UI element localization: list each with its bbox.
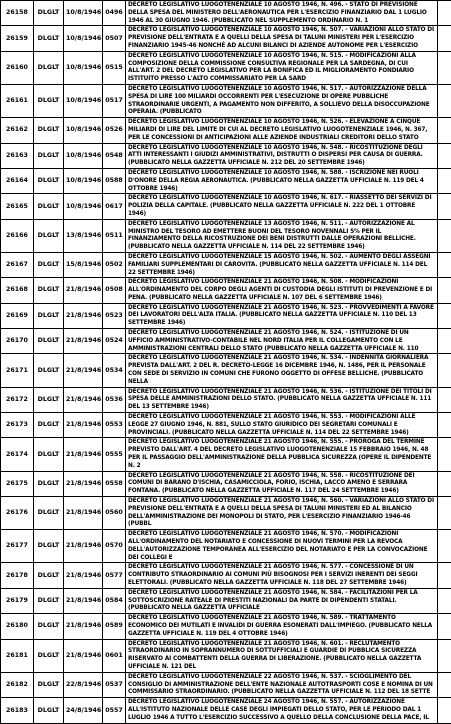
- empty-cell: [438, 438, 451, 471]
- table-row: [1, 413, 451, 438]
- empty-cell: [438, 672, 451, 697]
- act-date: 15/8/1946: [64, 252, 103, 277]
- act-number: 0560: [103, 497, 126, 530]
- act-number: 0548: [103, 143, 126, 168]
- record-number: 26158: [1, 1, 34, 26]
- act-date: 13/8/1946: [64, 219, 103, 252]
- act-date: 10/8/1946: [64, 118, 103, 143]
- act-date: 10/8/1946: [64, 168, 103, 193]
- table-row: [1, 497, 451, 530]
- act-date: 10/8/1946: [64, 1, 103, 26]
- act-type: DLGLT: [34, 219, 64, 252]
- empty-cell: [438, 329, 451, 354]
- act-type: DLGLT: [34, 51, 64, 84]
- record-number: 26175: [1, 471, 34, 496]
- table-row: [1, 1, 451, 26]
- empty-cell: [438, 168, 451, 193]
- act-type: DLGLT: [34, 387, 64, 412]
- table-row: [1, 278, 451, 303]
- empty-cell: [438, 1, 451, 26]
- act-description: DECRETO LEGISLATIVO LUOGOTENENZIALE 21 AGOSTO 1946, N. 601. - RECLUTAMENTO STRAORDINARIO IN SOPRANNUMERO DI SOTTUFFICIALI E GUARDIE DI PUBBLICA SICUREZZA RISERVATO AI COMBATTENTI DELLA GUERRA DI LIBERAZIONE. (PUBBLICATO NELLA GAZZETTA UFFICIALE N. 121 DEL: [126, 639, 438, 672]
- act-date: 21/8/1946: [64, 530, 103, 563]
- act-type: DLGLT: [34, 26, 64, 51]
- act-description: DECRETO LEGISLATIVO LUOGOTENENZIALE 21 AGOSTO 1946, N. 589. - TRATTAMENTO ECONOMICO DEI MUTILATI E INVALIDI DI GUERRA ESONERATI DALL'IMPIEGO. (PUBBLICATO NELLA GAZZETTA UFFICIALE N. 119 DEL 4 OTTOBRE 1946): [126, 614, 438, 639]
- act-description: DECRETO LEGISLATIVO LUOGOTENENZIALE 21 AGOSTO 1946, N. 558. - RICOSTITUZIONE DEI COMUNI DI BARANO D'ISCHIA, CASAMICCIOLA, FORIO, ISCHIA, LACCO AMENO E SERRARA FONTANA. (PUBBLICATO NELLA GAZZETTA UFFICIALE N. 117 DEL 24 SETTEMBRE 1946): [126, 471, 438, 496]
- act-description: DECRETO LEGISLATIVO LUOGOTENENZIALE 21 AGOSTO 1946, N. 560. - VARIAZIONI ALLO STATO DI PREVISIONE DELL'ENTRATA E A QUELLI DELLA SPESA DI TALUNI MINISTERI ED AL BILANCIO DELL'AMMINISTRAZIONE DEI MONOPOLI DI STATO, PER L'ESERCIZIO FINANZIARIO 1946-46 (PUBBL: [126, 497, 438, 530]
- table-row: [1, 194, 451, 219]
- act-type: DLGLT: [34, 303, 64, 328]
- act-date: 21/8/1946: [64, 354, 103, 387]
- act-number: 0537: [103, 672, 126, 697]
- record-number: 26180: [1, 614, 34, 639]
- act-description: DECRETO LEGISLATIVO LUOGOTENENZIALE 10 AGOSTO 1946, N. 517. - AUTORIZZAZIONE DELLA SPESA DI LIRE 100 MILIARDI OCCORRENTI PER L'ESECUZIONE DI OPERE PUBBLICHE STRAORDINARIE URGENTI, A PAGAMENTO NON DIFFERITO, A SOLLIEVO DELLA DISOCCUPAZIONE OPERAIA. (PUBBLICATO: [126, 84, 438, 117]
- act-type: DLGLT: [34, 194, 64, 219]
- empty-cell: [438, 354, 451, 387]
- table-row: [1, 438, 451, 471]
- table-row: [1, 698, 451, 724]
- table-row: [1, 252, 451, 277]
- table-row: [1, 354, 451, 387]
- act-date: 10/8/1946: [64, 84, 103, 117]
- act-description: DECRETO LEGISLATIVO LUOGOTENENZIALE 13 AGOSTO 1946, N. 511. - AUTORIZZAZIONE AL MINISTRO DEL TESORO AD EMETTERE BUONI DEL TESORO NOVENNALI 5% PER IL FINANZIAMENTO DELLA RICOSTRUZIONE DEI BENI DISTRUTTI DALLE OPERAZIONI BELLICHE. (PUBBLICATO NELLA GAZZETTA UFFICIALE N. 114 DEL 22 SETTEMBRE 1946): [126, 219, 438, 252]
- act-description: DECRETO LEGISLATIVO LUOGOTENENZIALE 10 AGOSTO 1946, N. 507. - VARIAZIONI ALLO STATO DI PREVISIONE DELL'ENTRATA E A QUELLI DELLA SPESA DI TALUNI MINISTERI PER L'ESERCIZIO FINANZIARIO 1945-46 NONCHÉ AD ALCUNI BILANCI DI AZIENDE AUTONOME PER L'ESERCIZIO: [126, 26, 438, 51]
- act-description: DECRETO LEGISLATIVO LUOGOTENENZIALE 15 AGOSTO 1946, N. 502. - AUMENTO DEGLI ASSEGNI FAMILIARI SUPPLEMENTARI DI CAROVITA. (PUBBLICATO NELLA GAZZETTA UFFICIALE N. 114 DEL 22 SETTEMBRE 1946): [126, 252, 438, 277]
- act-description: DECRETO LEGISLATIVO LUOGOTENENZIALE 21 AGOSTO 1946, N. 555. - PROROGA DEL TERMINE PREVISTO DALL'ART. 4 DEL DECRETO LEGISLATIVO LUOGOTENENZIALE 15 FEBBRAIO 1946, N. 48 PER IL PASSAGGIO DELL'AMMINISTRAZIONE DELLA PUBBLICA SICUREZZA (OPERE IL DIPENDENTE N. 2: [126, 438, 438, 471]
- act-type: DLGLT: [34, 614, 64, 639]
- record-number: 26162: [1, 118, 34, 143]
- act-description: DECRETO LEGISLATIVO LUOGOTENENZIALE 21 AGOSTO 1946, N. 534. - INDENNITÀ GIORNALIERA PREVISTA DALL'ART. 2 DEL R. DECRETO-LEGGE 16 DICEMBRE 1946, N. 1486, PER IL PERSONALE CON SEDE DI SERVIZIO IN COMUNI CHE FURONO OGGETTO DI OFFESE BELLICHE. (PUBBLICATO NELLA: [126, 354, 438, 387]
- table-row: [1, 329, 451, 354]
- table-row: [1, 588, 451, 613]
- act-type: DLGLT: [34, 672, 64, 697]
- table-row: [1, 471, 451, 496]
- act-type: DLGLT: [34, 588, 64, 613]
- act-date: 24/8/1946: [64, 698, 103, 724]
- act-description: DECRETO LEGISLATIVO LUOGOTENENZIALE 10 AGOSTO 1946, N. 515. - MODIFICAZIONI ALLA COMPOSIZIONE DELLA COMMISSIONE CONSULTIVA REGIONALE PER LA SARDEGNA, DI CUI ALL'ART. 2 DEL DECRETO LEGISLATIVO PER LA BONIFICA ED IL MIGLIORAMENTO FONDIARIO ISTITUITO PRESSO L'ALTO COMMISSARIATO PER LA SARD: [126, 51, 438, 84]
- table-row: [1, 303, 451, 328]
- empty-cell: [438, 219, 451, 252]
- act-date: 21/8/1946: [64, 497, 103, 530]
- record-number: 26182: [1, 672, 34, 697]
- act-date: 21/8/1946: [64, 303, 103, 328]
- table-row: [1, 387, 451, 412]
- table-row: [1, 672, 451, 697]
- act-number: 0617: [103, 194, 126, 219]
- empty-cell: [438, 194, 451, 219]
- table-row: [1, 26, 451, 51]
- act-date: 21/8/1946: [64, 588, 103, 613]
- act-date: 21/8/1946: [64, 413, 103, 438]
- empty-cell: [438, 278, 451, 303]
- act-description: DECRETO LEGISLATIVO LUOGOTENENZIALE 24 AGOSTO 1946, N. 557. - AUTORIZZAZIONE ALL'ISTITUTO NAZIONALE DELLE CASE DEGLI IMPIEGATI DELLO STATO, PER LE PERIODO DAL 1 LUGLIO 1946 A TUTTO L'ESERCIZIO SUCCESSIVO A QUELLO DELLA CONCLUSIONE DELLA PACE, IL: [126, 698, 438, 724]
- record-number: 26169: [1, 303, 34, 328]
- empty-cell: [438, 530, 451, 563]
- record-number: 26159: [1, 26, 34, 51]
- act-description: DECRETO LEGISLATIVO LUOGOTENENZIALE 21 AGOSTO 1946, N. 524. - ISTITUZIONE DI UN UFFICIO AMMINISTRATIVO-CONTABILE NEL NORD ITALIA PER IL COLLEGAMENTO CON LE AMMINISTRAZIONI CENTRALI DELLO STATO (PUBBLICATO NELLA GAZZETTA UFFICIALE N. 110: [126, 329, 438, 354]
- act-number: 0534: [103, 354, 126, 387]
- act-date: 10/8/1946: [64, 194, 103, 219]
- table-row: [1, 614, 451, 639]
- record-number: 26181: [1, 639, 34, 672]
- act-number: 0507: [103, 26, 126, 51]
- empty-cell: [438, 614, 451, 639]
- record-number: 26161: [1, 84, 34, 117]
- act-number: 0584: [103, 588, 126, 613]
- table-row: [1, 51, 451, 84]
- act-number: 0526: [103, 118, 126, 143]
- act-date: 21/8/1946: [64, 329, 103, 354]
- act-number: 0496: [103, 1, 126, 26]
- record-number: 26165: [1, 194, 34, 219]
- act-description: DECRETO LEGISLATIVO LUOGOTENENZIALE 10 AGOSTO 1946, N. 548. - RICOSTITUZIONE DEGLI ATTI INTERESSANTI I GIUDIZI AMMINISTRATIVI, DISTRUTTI O DISPERSI PER CAUSA DI GUERRA. (PUBBLICATO NELLA GAZZETTA UFFICIALE N. 212 DEL 20 SETTEMBRE 1946): [126, 143, 438, 168]
- record-number: 26166: [1, 219, 34, 252]
- act-number: 0577: [103, 563, 126, 588]
- act-date: 21/8/1946: [64, 471, 103, 496]
- empty-cell: [438, 303, 451, 328]
- act-number: 0570: [103, 530, 126, 563]
- record-number: 26172: [1, 387, 34, 412]
- act-type: DLGLT: [34, 278, 64, 303]
- act-type: DLGLT: [34, 698, 64, 724]
- act-date: 10/8/1946: [64, 26, 103, 51]
- act-description: DECRETO LEGISLATIVO LUOGOTENENZIALE 10 AGOSTO 1946, N. 496. - STATO DI PREVISIONE DELLA SPESA DEL MINISTERO DELL'AERONAUTICA PER L'ESERCIZIO FINANZIARIO DAL 1 LUGLIO 1946 AL 30 GIUGNO 1946. (PUBBLICATO NEL SUPPLEMENTO ORDINARIO N. 1: [126, 1, 438, 26]
- record-number: 26178: [1, 563, 34, 588]
- act-number: 0524: [103, 329, 126, 354]
- act-date: 21/8/1946: [64, 387, 103, 412]
- act-type: DLGLT: [34, 354, 64, 387]
- empty-cell: [438, 471, 451, 496]
- empty-cell: [438, 497, 451, 530]
- act-number: 0553: [103, 413, 126, 438]
- table-row: [1, 143, 451, 168]
- act-date: 21/8/1946: [64, 563, 103, 588]
- act-type: DLGLT: [34, 639, 64, 672]
- empty-cell: [438, 639, 451, 672]
- act-type: DLGLT: [34, 471, 64, 496]
- act-number: 0601: [103, 639, 126, 672]
- act-number: 0502: [103, 252, 126, 277]
- act-type: DLGLT: [34, 168, 64, 193]
- empty-cell: [438, 413, 451, 438]
- act-type: DLGLT: [34, 563, 64, 588]
- act-description: DECRETO LEGISLATIVO LUOGOTENENZIALE 10 AGOSTO 1946, N. 588. - ISCRIZIONE NEI RUOLI D'ONORE DELLA REGIA AERONAUTICA. (PUBBLICATO NELLA GAZZETTA UFFICIALE N. 119 DEL 4 OTTOBRE 1946): [126, 168, 438, 193]
- record-number: 26164: [1, 168, 34, 193]
- act-date: 22/8/1946: [64, 672, 103, 697]
- empty-cell: [438, 563, 451, 588]
- table-row: [1, 219, 451, 252]
- act-description: DECRETO LEGISLATIVO LUOGOTENENZIALE 21 AGOSTO 1946, N. 523. - PROVVEDIMENTI A FAVORE DEI LAVORATORI DELL'ALTA ITALIA. (PUBBLICATO NELLA GAZZETTA UFFICIALE N. 110 DEL 13 SETTEMBRE 1946): [126, 303, 438, 328]
- act-date: 21/8/1946: [64, 278, 103, 303]
- act-type: DLGLT: [34, 143, 64, 168]
- act-number: 0508: [103, 278, 126, 303]
- record-number: 26177: [1, 530, 34, 563]
- act-number: 0515: [103, 51, 126, 84]
- act-number: 0523: [103, 303, 126, 328]
- act-type: DLGLT: [34, 118, 64, 143]
- empty-cell: [438, 387, 451, 412]
- empty-cell: [438, 252, 451, 277]
- act-date: 21/8/1946: [64, 438, 103, 471]
- act-date: 10/8/1946: [64, 143, 103, 168]
- record-number: 26174: [1, 438, 34, 471]
- act-description: DECRETO LEGISLATIVO LUOGOTENENZIALE 10 AGOSTO 1946, N. 526. - ELEVAZIONE A CINQUE MILIARDI DI LIRE DEL LIMITE DI CUI AL DECRETO LEGISLATIVO LUOGOTENENZIALE 1946, N. 367, PER LE CONCESSIONI DI ANTICIPAZIONI ALLE AZIENDE INDUSTRIALI CREDITORI DELLO STATO: [126, 118, 438, 143]
- act-description: DECRETO LEGISLATIVO LUOGOTENENZIALE 21 AGOSTO 1946, N. 536. - ISTITUZIONE DEI TITOLI DI SPESA DELLE AMMINISTRAZIONI DELLO STATO. (PUBBLICATO NELLA GAZZETTA UFFICIALE N. 111 DEL 13 SETTEMBRE 1946): [126, 387, 438, 412]
- empty-cell: [438, 26, 451, 51]
- act-description: DECRETO LEGISLATIVO LUOGOTENENZIALE 21 AGOSTO 1946, N. 553. - MODIFICAZIONI ALLE LEGGE 27 GIUGNO 1946, N. 881, SULLO STATO GIURIDICO DEI SEGRETARI COMUNALI E PROVINCIALI. (PUBBLICATO NELLA GAZZETTA UFFICIALE N. 114 DEL 22 SETTEMBRE 1946): [126, 413, 438, 438]
- act-number: 0558: [103, 471, 126, 496]
- table-row: [1, 118, 451, 143]
- table-row: [1, 563, 451, 588]
- act-type: DLGLT: [34, 438, 64, 471]
- act-type: DLGLT: [34, 530, 64, 563]
- record-number: 26160: [1, 51, 34, 84]
- act-type: DLGLT: [34, 84, 64, 117]
- table-row: [1, 530, 451, 563]
- table-row: [1, 84, 451, 117]
- act-number: 0517: [103, 84, 126, 117]
- act-number: 0589: [103, 614, 126, 639]
- record-number: 26170: [1, 329, 34, 354]
- act-type: DLGLT: [34, 329, 64, 354]
- empty-cell: [438, 51, 451, 84]
- table-row: [1, 639, 451, 672]
- act-description: DECRETO LEGISLATIVO LUOGOTENENZIALE 10 AGOSTO 1946, N. 617. - RIASSETTO DEI SERVIZI DI POLIZIA DELLA CAPITALE. (PUBBLICATO NELLA GAZZETTA UFFICIALE N. 222 DEL 1 OTTOBRE 1946): [126, 194, 438, 219]
- act-date: 21/8/1946: [64, 639, 103, 672]
- record-number: 26173: [1, 413, 34, 438]
- act-number: 0555: [103, 438, 126, 471]
- record-number: 26167: [1, 252, 34, 277]
- act-date: 10/8/1946: [64, 51, 103, 84]
- act-type: DLGLT: [34, 1, 64, 26]
- empty-cell: [438, 143, 451, 168]
- empty-cell: [438, 698, 451, 724]
- record-number: 26171: [1, 354, 34, 387]
- act-type: DLGLT: [34, 497, 64, 530]
- act-number: 0588: [103, 168, 126, 193]
- act-description: DECRETO LEGISLATIVO LUOGOTENENZIALE 21 AGOSTO 1946, N. 577. - CONCESSIONE DI UN CONTRIBUTO STRAORDINARIO AI COMUNI PIÙ BISOGNOSI PER I SERVIZI INERENTI DEI SEGGI ELETTORALI. (PUBBLICATO NELLA GAZZETTA UFFICIALE N. 118 DEL 27 SETTEMBRE 1946): [126, 563, 438, 588]
- act-description: DECRETO LEGISLATIVO LUOGOTENENZIALE 21 AGOSTO 1946, N. 584. - FACILITAZIONI PER LA SOTTOSCRIZIONE RATEALE DI PRESTITI NAZIONALI DA PARTE DI DIPENDENTI STATALI. (PUBBLICATO NELLA GAZZETTA UFFICIALE: [126, 588, 438, 613]
- act-type: DLGLT: [34, 413, 64, 438]
- record-number: 26176: [1, 497, 34, 530]
- act-number: 0511: [103, 219, 126, 252]
- act-date: 21/8/1946: [64, 614, 103, 639]
- act-description: DECRETO LEGISLATIVO LUOGOTENENZIALE 21 AGOSTO 1946, N. 570. - MODIFICAZIONI ALL'ORDINAMENTO DEL NOTARIATO E CONCESSIONE DI NUOVI TERMINI PER LA REVOCA DELL'AUTORIZZAZIONE TEMPORANEA ALL'ESERCIZIO DEL NOTARIATO E PER LA CONVOCAZIONE DEI COLLEGI E: [126, 530, 438, 563]
- act-description: DECRETO LEGISLATIVO LUOGOTENENZIALE 21 AGOSTO 1946, N. 508. - MODIFICAZIONI ALL'ORDINAMENTO DEL CORPO DEGLI AGENTI DI CUSTODIA DEGLI ISTITUTI DI PREVENZIONE E DI PENA. (PUBBLICATO NELLA GAZZETTA UFFICIALE N. 107 DEL 6 SETTEMBRE 1946): [126, 278, 438, 303]
- empty-cell: [438, 588, 451, 613]
- act-description: DECRETO LEGISLATIVO LUOGOTENENZIALE 22 AGOSTO 1946, N. 537. - SCIOGLIMENTO DEL CONSIGLIO DI AMMINISTRAZIONE DELL'ENTE NAZIONALE AUTOTRASPORTI COSE E NOMINA DI UN COMMISSARIO STRAORDINARIO. (PUBBLICATO NELLA GAZZETTA UFFICIALE N. 112 DEL 18 SETTE: [126, 672, 438, 697]
- act-type: DLGLT: [34, 252, 64, 277]
- record-number: 26163: [1, 143, 34, 168]
- table-row: [1, 168, 451, 193]
- empty-cell: [438, 118, 451, 143]
- act-number: 0557: [103, 698, 126, 724]
- record-number: 26168: [1, 278, 34, 303]
- act-number: 0536: [103, 387, 126, 412]
- record-number: 26183: [1, 698, 34, 724]
- record-number: 26179: [1, 588, 34, 613]
- empty-cell: [438, 84, 451, 117]
